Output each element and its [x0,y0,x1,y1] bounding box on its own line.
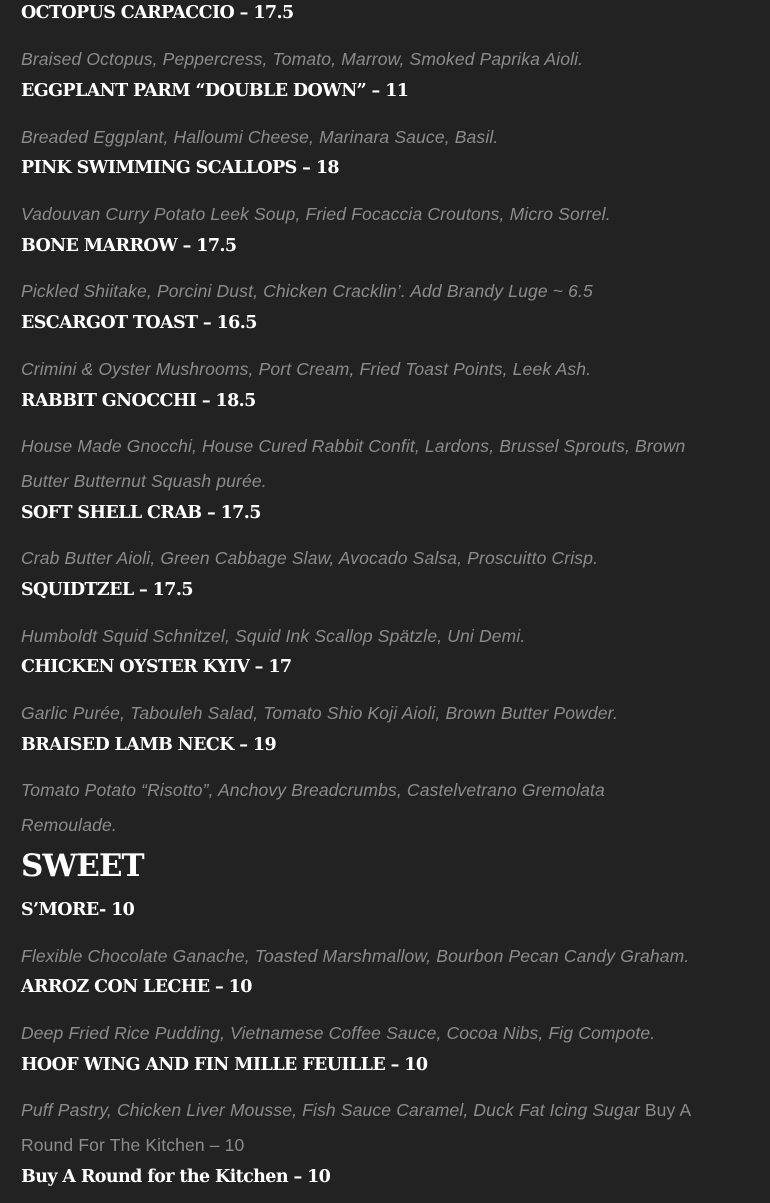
menu-item-title: SOFT SHELL CRAB – 17.5 [21,503,261,523]
menu-item-description: Flexible Chocolate Ganache, Toasted Marshmallow, Bourbon Pecan Candy Graham. [21,946,690,966]
menu-item-title: BRAISED LAMB NECK – 19 [21,735,277,755]
menu-item-description: Vadouvan Curry Potato Leek Soup, Fried Focaccia Croutons, Micro Sorrel. [21,204,611,224]
section-heading-sweet: SWEET [21,848,144,884]
menu-item-title: ARROZ CON LECHE – 10 [21,977,252,997]
menu-item-title: HOOF WING AND FIN MILLE FEUILLE – 10 [21,1055,428,1075]
menu-item-title: PINK SWIMMING SCALLOPS – 18 [21,158,339,178]
menu-item-description: Crimini & Oyster Mushrooms, Port Cream, Fried Toast Points, Leek Ash. [21,359,592,379]
menu-item-description: Pickled Shiitake, Porcini Dust, Chicken Cracklin’. Add Brandy Luge ~ 6.5 [21,281,593,301]
menu-item-description-tail: Buy A Round For The Kitchen – 10 [21,1100,691,1155]
menu-item-description: Garlic Purée, Tabouleh Salad, Tomato Shio Koji Aioli, Brown Butter Powder. [21,703,619,723]
menu-item-description: Crab Butter Aioli, Green Cabbage Slaw, Avocado Salsa, Proscuitto Crisp. [21,548,599,568]
menu-item-description: Braised Octopus, Peppercress, Tomato, Marrow, Smoked Paprika Aioli. [21,49,584,69]
menu-item-title: RABBIT GNOCCHI – 18.5 [21,391,256,411]
menu-item-description: Breaded Eggplant, Halloumi Cheese, Marinara Sauce, Basil. [21,127,499,147]
menu-item-description: Deep Fried Rice Pudding, Vietnamese Coffee Sauce, Cocoa Nibs, Fig Compote. [21,1023,656,1043]
menu-item-title: EGGPLANT PARM “DOUBLE DOWN” – 11 [21,81,409,101]
menu-item-title: CHICKEN OYSTER KYIV – 17 [21,657,292,677]
menu-item-title: ESCARGOT TOAST – 16.5 [21,313,257,333]
menu-item-description: Tomato Potato “Risotto”, Anchovy Breadcrumbs, Castelvetrano Gremolata Remoulade. [21,780,605,835]
menu-item-description: Humboldt Squid Schnitzel, Squid Ink Scallop Spätzle, Uni Demi. [21,626,526,646]
menu-item-title: OCTOPUS CARPACCIO – 17.5 [21,3,294,23]
menu-item-title: S’MORE- 10 [21,900,135,920]
menu-item-description: House Made Gnocchi, House Cured Rabbit Confit, Lardons, Brussel Sprouts, Brown Butter Butternut Squash purée. [21,436,686,491]
menu-item-title: Buy A Round for the Kitchen – 10 [21,1167,331,1187]
menu-item-description-main: Puff Pastry, Chicken Liver Mousse, Fish Sauce Caramel, Duck Fat Icing Sugar [21,1100,640,1120]
menu-item-title: SQUIDTZEL – 17.5 [21,580,193,600]
menu-item-title: BONE MARROW – 17.5 [21,236,237,256]
menu-item-description [21,1093,721,1163]
